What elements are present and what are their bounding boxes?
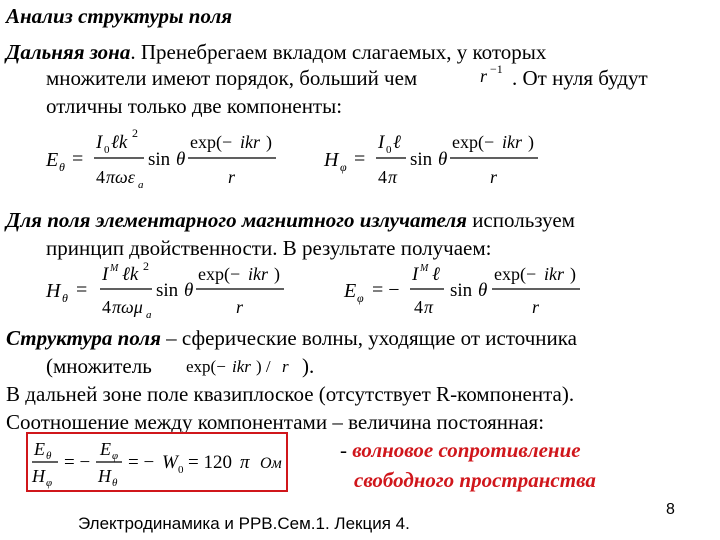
svg-text:2: 2 [132, 126, 138, 140]
svg-text:): ) [266, 132, 272, 152]
svg-text:ikr: ikr [240, 132, 260, 152]
svg-text:I: I [378, 132, 385, 153]
svg-text:θ: θ [46, 450, 52, 462]
svg-text:= −: = − [64, 452, 91, 473]
svg-text:E: E [34, 439, 45, 459]
svg-text:r: r [490, 167, 498, 187]
formula-e-theta [44, 124, 304, 199]
formula-h-theta [44, 262, 304, 327]
svg-text:H: H [46, 280, 61, 302]
slide-heading: Анализ структуры поля [6, 4, 233, 28]
magnetic-line-1 [6, 208, 575, 232]
svg-text:ikr: ikr [502, 132, 522, 152]
impedance-caption-line-1 [340, 438, 581, 462]
far-zone-line-2a: множители имеют порядок, больший чем [46, 66, 418, 90]
svg-text:4: 4 [378, 167, 387, 187]
svg-text:=: = [76, 279, 88, 301]
svg-text:4: 4 [414, 297, 423, 317]
formula-e-phi [342, 262, 592, 327]
svg-text:θ: θ [59, 160, 65, 174]
structure-line-2a: (множитель [46, 354, 152, 378]
svg-text:0: 0 [104, 144, 110, 156]
svg-text:2: 2 [143, 262, 149, 273]
slide-footer: Электродинамика и РРВ.Сем.1. Лекция 4. [78, 514, 410, 533]
svg-text:4: 4 [102, 297, 111, 317]
svg-text:): ) [274, 264, 280, 284]
magnetic-line1-rest: используем [466, 208, 575, 232]
svg-text:θ: θ [438, 149, 448, 170]
svg-text:−1: −1 [490, 62, 503, 76]
svg-text:θ: θ [184, 280, 194, 301]
svg-text:= −: = − [372, 279, 400, 301]
r-inverse-formula [474, 62, 510, 95]
spherical-factor-formula [184, 352, 302, 385]
svg-text:π: π [388, 167, 398, 187]
svg-text:): ) [570, 264, 576, 284]
svg-text:r: r [282, 357, 289, 376]
svg-text:ikr: ikr [232, 357, 251, 376]
far-zone-line-1 [6, 40, 546, 64]
svg-text:H: H [324, 149, 339, 171]
impedance-caption-1: волновое сопротивление [352, 438, 581, 462]
svg-text:0: 0 [386, 144, 392, 156]
structure-line-2b: ). [302, 354, 315, 378]
svg-text:ℓk: ℓk [122, 264, 139, 285]
impedance-prefix: - [340, 438, 353, 462]
svg-text:exp(−: exp(− [186, 357, 226, 376]
svg-text:4: 4 [96, 167, 105, 187]
structure-label: Структура поля [6, 326, 161, 350]
svg-text:a: a [146, 309, 152, 321]
svg-text:ikr: ikr [544, 264, 564, 284]
svg-text:ℓ: ℓ [432, 264, 440, 285]
svg-text:sin: sin [410, 149, 433, 170]
svg-text:) /: ) / [256, 357, 271, 376]
far-zone-line1-rest: . Пренебрегаем вкладом слагаемых, у которых [130, 40, 547, 64]
svg-text:M: M [110, 263, 119, 274]
svg-text:r: r [228, 167, 236, 187]
svg-text:φ: φ [46, 477, 53, 489]
svg-text:H: H [98, 466, 111, 486]
svg-text:H: H [32, 466, 45, 486]
svg-text:I: I [412, 264, 419, 285]
svg-text:θ: θ [478, 280, 488, 301]
svg-text:exp(−: exp(− [494, 264, 537, 284]
svg-text:I: I [96, 132, 103, 153]
svg-text:π: π [240, 452, 250, 473]
svg-text:M: M [420, 263, 429, 274]
svg-text:θ: θ [176, 149, 186, 170]
svg-text:=: = [72, 148, 84, 170]
svg-text:= −: = − [128, 452, 155, 473]
structure-line-1 [6, 326, 577, 350]
structure-line-4: Соотношение между компонентами – величина постоянная: [6, 410, 545, 434]
magnetic-line-2: принцип двойственности. В результате получаем: [46, 236, 492, 260]
svg-text:r: r [236, 297, 244, 317]
svg-text:E: E [100, 439, 111, 459]
svg-text:φ: φ [357, 291, 364, 305]
svg-text:sin: sin [450, 280, 473, 301]
svg-text:ℓ: ℓ [393, 132, 401, 153]
svg-text:exp(−: exp(− [190, 132, 233, 152]
svg-text:E: E [46, 149, 59, 171]
svg-text:I: I [102, 264, 109, 285]
magnetic-label: Для поля элементарного магнитного излучателя [6, 208, 467, 232]
svg-text:πωμ: πωμ [112, 297, 143, 317]
svg-text:ikr: ikr [248, 264, 268, 284]
svg-text:sin: sin [148, 149, 171, 170]
svg-text:a: a [138, 179, 144, 191]
svg-text:θ: θ [112, 477, 118, 489]
svg-text:π: π [424, 297, 434, 317]
far-zone-line-2b: . От нуля будут [512, 66, 648, 90]
svg-text:πωε: πωε [106, 167, 135, 187]
page-number: 8 [666, 501, 675, 518]
structure-line-3: В дальней зоне поле квазиплоское (отсутствует R-компонента). [6, 382, 575, 406]
svg-text:0: 0 [178, 464, 184, 476]
svg-text:r: r [480, 66, 488, 86]
svg-text:): ) [528, 132, 534, 152]
svg-text:= 120: = 120 [188, 452, 232, 473]
svg-text:ℓk: ℓk [111, 132, 128, 153]
svg-text:Ом: Ом [260, 455, 282, 472]
svg-text:r: r [532, 297, 540, 317]
svg-text:=: = [354, 148, 366, 170]
svg-text:θ: θ [62, 291, 68, 305]
impedance-caption-line-2: свободного пространства [354, 468, 596, 492]
svg-text:E: E [344, 280, 357, 302]
svg-text:φ: φ [112, 450, 119, 462]
svg-text:sin: sin [156, 280, 179, 301]
svg-text:exp(−: exp(− [198, 264, 241, 284]
far-zone-label: Дальняя зона [6, 40, 131, 64]
formula-h-phi [322, 124, 552, 199]
svg-text:W: W [162, 452, 178, 473]
structure-line1-rest: – сферические волны, уходящие от источника [160, 326, 577, 350]
svg-text:φ: φ [340, 160, 347, 174]
impedance-formula-box [26, 432, 288, 492]
far-zone-line-3: отличны только две компоненты: [46, 94, 343, 118]
svg-text:exp(−: exp(− [452, 132, 495, 152]
